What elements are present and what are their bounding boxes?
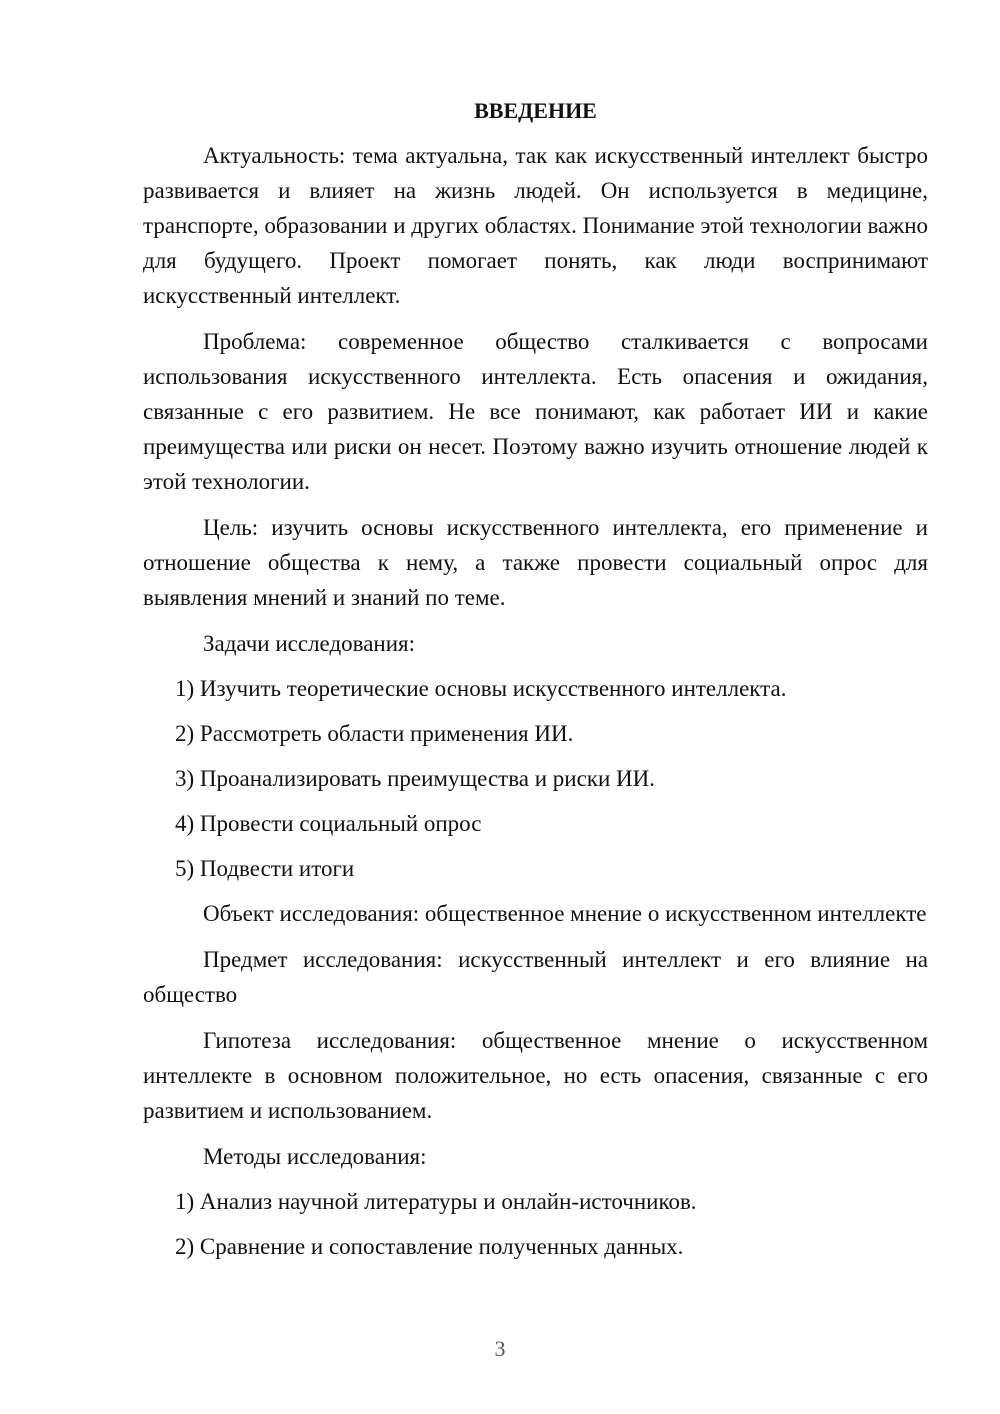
list-item: 4) Провести социальный опрос <box>175 811 482 836</box>
methods-list <box>143 1184 928 1264</box>
subject-paragraph: Предмет исследования: искусственный интеллект и его влияние на общество <box>143 947 928 1007</box>
relevance-paragraph: Актуальность: тема актуальна, так как искусственный интеллект быстро развивается и влияет на жизнь людей. Он используется в медицине, транспорте, образовании и других областях. Понимание этой технологии важно для будущего. Проект помогает понять, как люди воспринимают искусственный интеллект. <box>143 143 928 308</box>
page-number: 3 <box>494 1336 506 1361</box>
list-item: 2) Рассмотреть области применения ИИ. <box>175 721 574 746</box>
object-paragraph: Объект исследования: общественное мнение о искусственном интеллекте <box>203 901 927 926</box>
problem-paragraph: Проблема: современное общество сталкивается с вопросами использования искусственного интеллекта. Есть опасения и ожидания, связанные с его развитием. Не все понимают, как работает ИИ и какие преимущества или риски он несет. Поэтому важно изучить отношение людей к этой технологии. <box>143 329 928 494</box>
list-item: 1) Изучить теоретические основы искусственного интеллекта. <box>175 676 787 701</box>
list-item: 5) Подвести итоги <box>175 856 355 881</box>
tasks-list <box>143 671 928 886</box>
goal-paragraph: Цель: изучить основы искусственного интеллекта, его применение и отношение общества к нему, а также провести социальный опрос для выявления мнений и знаний по теме. <box>143 515 928 610</box>
methods-heading: Методы исследования: <box>203 1144 427 1169</box>
list-item: 3) Проанализировать преимущества и риски ИИ. <box>175 766 656 791</box>
tasks-heading: Задачи исследования: <box>203 631 416 656</box>
list-item: 1) Анализ научной литературы и онлайн-источников. <box>175 1189 697 1214</box>
hypothesis-paragraph: Гипотеза исследования: общественное мнение о искусственном интеллекте в основном положительное, но есть опасения, связанные с его развитием и использованием. <box>143 1028 928 1123</box>
document-body <box>143 95 928 1274</box>
page-title: ВВЕДЕНИЕ <box>474 98 597 123</box>
list-item: 2) Сравнение и сопоставление полученных данных. <box>175 1234 684 1259</box>
